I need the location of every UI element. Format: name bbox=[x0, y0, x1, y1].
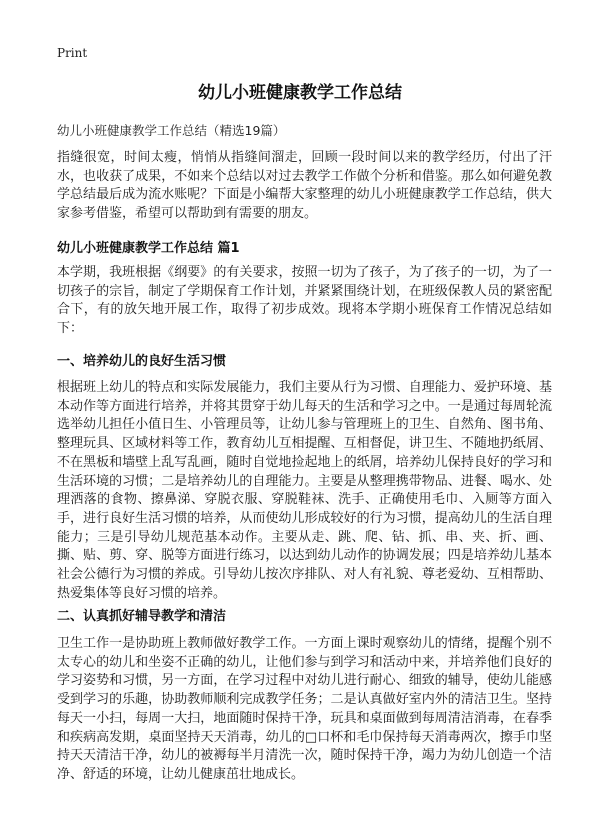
page-title: 幼儿小班健康教学工作总结 bbox=[198, 83, 402, 103]
heading-habits: 一、培养幼儿的良好生活习惯 bbox=[57, 354, 227, 369]
print-link[interactable]: Print bbox=[57, 46, 88, 60]
intro-paragraph: 指缝很宽，时间太瘦，悄悄从指缝间溜走，回顾一段时间以来的教学经历，付出了汗水，也收获了成果，不如来个总结以对过去教学工作做个分析和借鉴。那么如何避免教学总结最后成为流水账呢？下面是小编帮大家整理的幼儿小班健康教学工作总结，供大家参考借鉴，希望可以帮助到有需要的朋友。 bbox=[57, 150, 552, 222]
section-intro-paragraph: 本学期，我班根据《纲要》的有关要求，按照一切为了孩子，为了孩子的一切，为了一切孩子的宗旨，制定了学期保育工作计划，并紧紧围绕计划，在班级保教人员的紧密配合下，有的放矢地开展工作，取得了初步成效。现将本学期小班保育工作情况总结如下： bbox=[57, 265, 552, 337]
habits-paragraph: 根据班上幼儿的特点和实际发展能力，我们主要从行为习惯、自理能力、爱护环境、基本动作等方面进行培养，并将其贯穿于幼儿每天的生活和学习之中。一是通过每周轮流选举幼儿担任小值日生、小管理员等，让幼儿参与管理班上的卫生、自然角、图书角、整理玩具、区域材料等工作，教育幼儿互相提醒、互相督促，讲卫生、不随地扔纸屑、不在黑板和墙壁上乱写乱画，随时自觉地捡起地上的纸屑，培养幼儿保持良好的学习和生活环境的习惯；二是培养幼儿的自理能力。主要是从整理携带物品、进餐、喝水、处理洒落的食物、擦鼻涕、穿脱衣服、穿脱鞋袜、洗手、正确使用毛巾、入厕等方面入手，进行良好生活习惯的培养，从而使幼儿形成较好的行为习惯，提高幼儿的生活自理能力；三是引导幼儿规范基本动作。主要从走、跳、爬、钻、抓、串、夹、折、画、撕、贴、剪、穿、脱等方面进行练习，以达到幼儿动作的协调发展；四是培养幼儿基本社会公德行为习惯的养成。引导幼儿按次序排队、对人有礼貌、尊老爱幼、互相帮助、热爱集体等良好习惯的培养。 bbox=[57, 380, 552, 601]
section-title: 幼儿小班健康教学工作总结 篇1 bbox=[57, 241, 240, 256]
document-subtitle: 幼儿小班健康教学工作总结（精选19篇） bbox=[57, 123, 286, 138]
heading-teaching: 二、认真抓好辅导教学和清洁 bbox=[57, 609, 227, 624]
teaching-paragraph: 卫生工作一是协助班上教师做好教学工作。一方面上课时观察幼儿的情绪，提醒个别不太专心的幼儿和坐姿不正确的幼儿，让他们参与到学习和活动中来，并培养他们良好的学习姿势和习惯，另一方面，在学习过程中对幼儿进行耐心、细致的辅导，使幼儿能感受到学习的乐趣，协助教师顺利完成教学任务；二是认真做好室内外的清洁卫生。坚持每天一小扫，每周一大扫，地面随时保持干净，玩具和桌面做到每周清洁消毒，在春季和疾病高发期，桌面坚持天天消毒，幼儿的□口杯和毛巾保持每天消毒两次，擦手巾坚持天天清洁干净，幼儿的被褥每半月清洗一次，随时保持干净，竭力为幼儿创造一个洁净、舒适的环境，让幼儿健康茁壮地成长。 bbox=[57, 636, 552, 782]
